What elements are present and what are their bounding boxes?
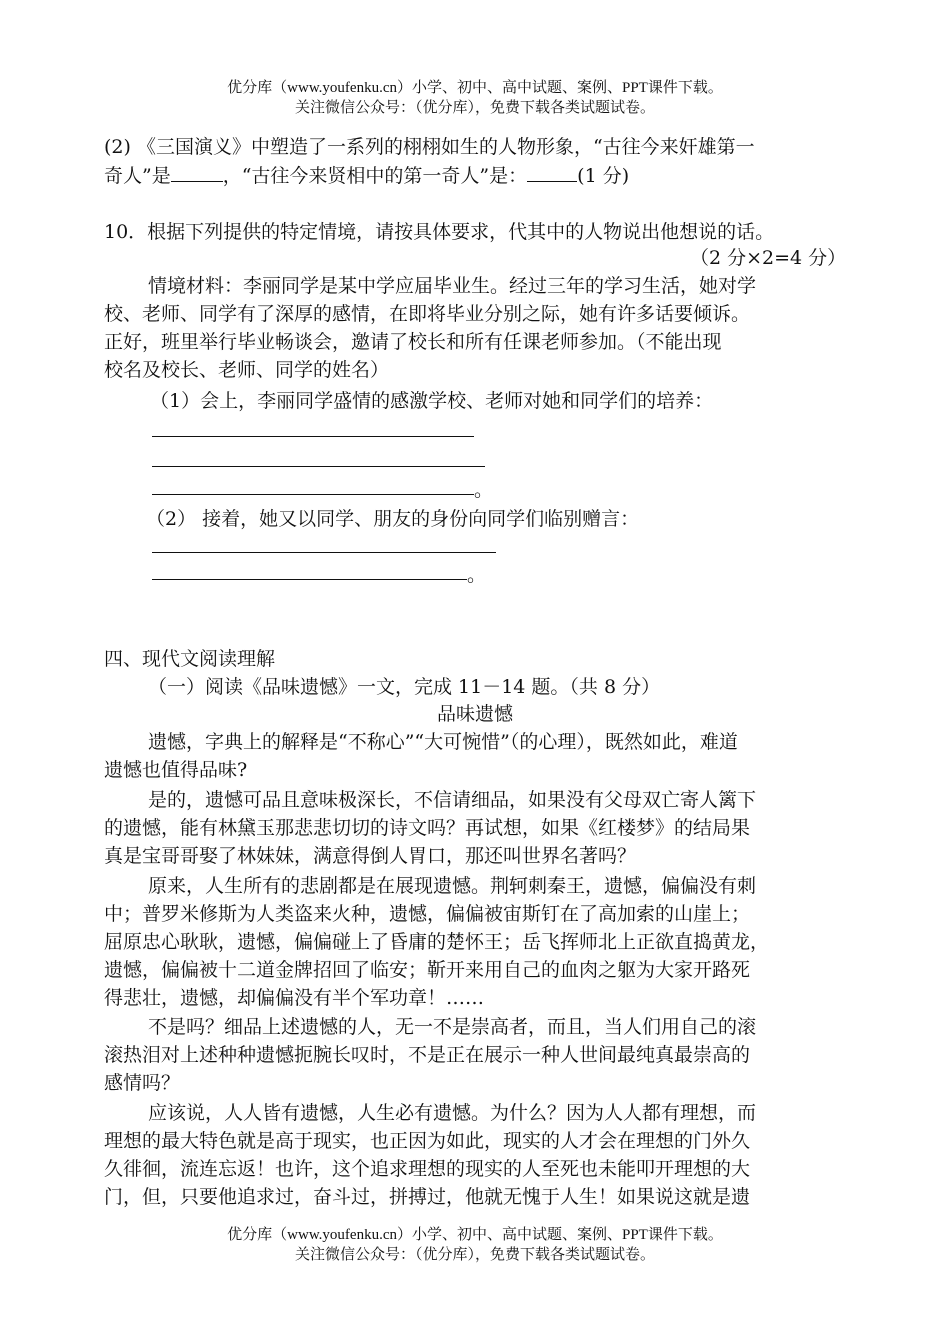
article-line: 屈原忠心耿耿，遗憾，偏偏碰上了昏庸的楚怀王；岳飞挥师北上正欲直捣黄龙， <box>104 931 770 953</box>
answer-period: 。 <box>467 564 487 586</box>
article-line: 理想的最大特色就是高于现实，也正因为如此，现实的人才会在理想的门外久 <box>104 1130 751 1152</box>
article-line: 中；普罗米修斯为人类盗来火种，遗憾，偏偏被宙斯钉在了高加索的山崖上； <box>104 903 751 925</box>
q9-2-text-a: 奇人”是 <box>104 165 171 187</box>
article-line: 门，但，只要他追求过，奋斗过，拼搏过，他就无愧于人生！如果说这就是遗 <box>104 1186 751 1208</box>
answer-line[interactable] <box>152 579 467 580</box>
q9-2-score: (1 分) <box>577 165 630 187</box>
answer-line[interactable] <box>152 466 485 467</box>
q10-sub2: （2） 接着，她又以同学、朋友的身份向同学们临别赠言： <box>146 508 640 530</box>
page-footer-line1: 优分库（www.youfenku.cn）小学、初中、高中试题、案例、PPT课件下载。 <box>227 1227 723 1243</box>
q9-2-line1: (2) 《三国演义》中塑造了一系列的栩栩如生的人物形象，“古往今来奸雄第一 <box>104 136 755 158</box>
article-line: 得悲壮，遗憾，却偏偏没有半个军功章！…… <box>104 987 485 1009</box>
article-line: 遗憾，偏偏被十二道金牌招回了临安；靳开来用自己的血肉之躯为大家开路死 <box>104 959 751 981</box>
q9-2-text-b: ，“古往今来贤相中的第一奇人”是： <box>222 165 528 187</box>
article-line: 滚热泪对上述种种遗憾扼腕长叹时，不是正在展示一种人世间最纯真最崇高的 <box>104 1044 751 1066</box>
answer-blank-2[interactable] <box>527 161 577 182</box>
q10-sub1: （1）会上，李丽同学盛情的感激学校、老师对她和同学们的培养： <box>150 390 714 412</box>
answer-line[interactable] <box>152 494 474 495</box>
article-line: 的遗憾，能有林黛玉那悲悲切切的诗文吗？再试想，如果《红楼梦》的结局果 <box>104 817 751 839</box>
q10-material-line: 情境材料：李丽同学是某中学应届毕业生。经过三年的学习生活，她对学 <box>148 275 757 297</box>
article-line: 久徘徊，流连忘返！也许，这个追求理想的现实的人至死也未能叩开理想的大 <box>104 1158 751 1180</box>
answer-period: 。 <box>474 479 494 501</box>
article-line: 遗憾，字典上的解释是“不称心”“大可惋惜”（的心理），既然如此，难道 <box>148 731 738 753</box>
article-line: 是的，遗憾可品且意味极深长，不信请细品，如果没有父母双亡寄人篱下 <box>148 789 757 811</box>
answer-line[interactable] <box>152 436 474 437</box>
q10-score: （2 分×2=4 分） <box>690 247 847 269</box>
q10-prompt: 10．根据下列提供的特定情境，请按具体要求，代其中的人物说出他想说的话。 <box>104 221 775 243</box>
article-line: 真是宝哥哥娶了林妹妹，满意得倒人胃口，那还叫世界名著吗？ <box>104 845 637 867</box>
section4-sub-heading: （一）阅读《品味遗憾》一文，完成 11－14 题。（共 8 分） <box>148 676 661 698</box>
article-line: 遗憾也值得品味? <box>104 759 248 781</box>
article-title: 品味遗憾 <box>436 703 513 725</box>
answer-line[interactable] <box>152 552 496 553</box>
page-header-line2: 关注微信公众号：（优分库），免费下载各类试题试卷。 <box>294 100 655 116</box>
q10-material-line: 校、老师、同学有了深厚的感情，在即将毕业分别之际，她有许多话要倾诉。 <box>104 303 751 325</box>
article-line: 原来，人生所有的悲剧都是在展现遗憾。荆轲刺秦王，遗憾，偏偏没有刺 <box>148 875 757 897</box>
section4-heading: 四、现代文阅读理解 <box>104 648 276 670</box>
q10-material-line: 正好，班里举行毕业畅谈会，邀请了校长和所有任课老师参加。（不能出现 <box>104 331 722 353</box>
q9-2-line2 <box>104 161 629 190</box>
answer-blank-1[interactable] <box>171 161 223 182</box>
page-footer-line2: 关注微信公众号：（优分库），免费下载各类试题试卷。 <box>294 1247 655 1263</box>
article-line: 应该说，人人皆有遗憾，人生必有遗憾。为什么？因为人人都有理想，而 <box>148 1102 757 1124</box>
article-line: 不是吗？细品上述遗憾的人，无一不是崇高者，而且，当人们用自己的滚 <box>148 1016 757 1038</box>
page-header-line1: 优分库（www.youfenku.cn）小学、初中、高中试题、案例、PPT课件下载。 <box>227 80 723 96</box>
article-line: 感情吗？ <box>104 1072 181 1094</box>
q10-material-line: 校名及校长、老师、同学的姓名） <box>104 359 390 381</box>
